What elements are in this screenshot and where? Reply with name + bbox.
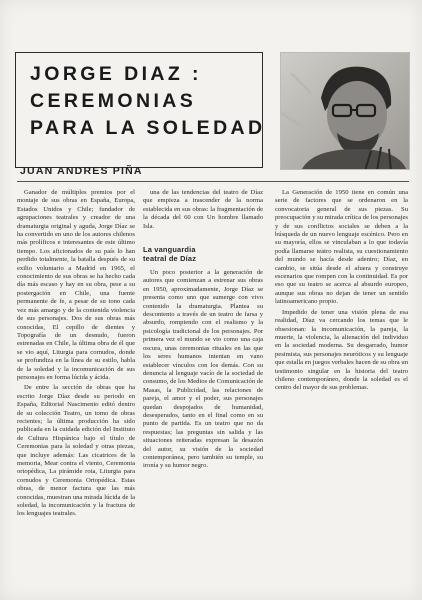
paragraph: Un poco posterior a la generación de autores que comienzan a estrenar sus obras en 1950, aproximadamente, Jorge Díaz se presenta como uno que sumerge con vivo contenido la dramaturgia. Plantea su descontento a través de un teatro de farsa y absurdo, rompiendo con el realismo y la psicología tradicional de los personajes. Por primera vez el mundo se vio como una caja oscura, unas ceremonias rituales en las que los seres humanos intentan en vano establecer vínculos con los demás. Con su denuncia al lenguaje vacío de la sociedad de consumo, de los Medios de Comunicación de Masas, la Publicidad, las relaciones de pareja, el amor y el poder, sus personajes quedan despojados de humanidad, desesperados, tanto en el final como en su punto de partida. Es un teatro que no da respuestas; las preguntas sin salida y las situaciones reiteradas expresan la desazón del autor, su visión de la sociedad contemporánea, pero también su temple, su ironía y su humor negro. (143, 269, 263, 470)
paragraph: Ganador de múltiples premios por el montaje de sus obras en España, Europa, Estados Unidos y Chile; fundador de agrupaciones teatrales y creador de una dramaturgia original y aguda, Jorge Díaz se ha convertido en uno de los autores chilenos más prolíficos e interesantes de este último tiempo. Los aficionados de su país lo han perdido totalmente, la batalla después de su exilio voluntario a Madrid en 1965, el conocimiento de sus obras se ha hecho cada día más escaso y hay en su obra, pese a su postergación en Chile, una fuente permanente de fe, a pesar de su tono cada vez más amargo y de la contenida violencia de sus personajes. Dos de sus obras más conocidas, El cepillo de dientes y Topografía de un desnudo, fueron estrenadas en Chile, la última obra de él que se vio aquí, Liturgia para cornudos, donde se profundiza en la línea de su estilo, habla de la soledad y la incomunicación de sus personajes en forma lúcida y ácida. (17, 189, 135, 381)
paragraph: una de las tendencias del teatro de Díaz que empieza a trascender de la norma establecida en sus obras: la fragmentación de la década del 60 con Un hombre llamado Isla. (143, 189, 263, 230)
subheading-line-2: teatral de Díaz (143, 254, 197, 264)
portrait-image (281, 53, 410, 170)
text-column-1 (17, 189, 135, 591)
article-title (30, 61, 266, 142)
author-byline: JUAN ANDRES PIÑA (20, 165, 143, 177)
text-column-3 (275, 189, 408, 591)
title-line-1: JORGE DIAZ : (30, 63, 202, 85)
paragraph: La Generación de 1950 tiene en común una serie de factores que se ordenaron en la convocatoria general de sus piezas. Su preocupación y su mirada crítica de los personajes y de sus conflictos sociales se deben a la búsqueda de un nuevo lenguaje escénico. Pero en su mayoría, ellos se vinculaban a lo que todavía podía llamarse teatro realista, su cuestionamiento del mundo se hacía desde adentro; Díaz, en cambio, se sitúa desde el afuera y construye escenarios que rompen con la continuidad. Es por eso que su teatro se acerca al absurdo europeo, aunque sus obras no dejan de tener un sentido latinoamericano propio. (275, 189, 408, 306)
paragraph: De entre la sección de obras que ha escrito Jorge Díaz desde su periodo en España, Editorial Nascimento editó dentro de su colección Teatro, un tomo de obras recientes; la última producción ha sido publicada en la cuidada edición del Instituto de Cultura Hispánica bajo el título de Ceremonias para la soledad y otras piezas, que incluye además: Las cicatrices de la memoria, Mear contra el viento, Ceremonia ortopédica, La pirámide rota, Liturgia para cornudos y Ceremonia Ortopédica. Estas obras, de menor factura que las más conocidas, muestran una mirada lúcida de la soledad, la incomunicación y la fractura de los lenguajes teatrales. (17, 384, 135, 518)
title-line-3: PARA LA SOLEDAD (30, 117, 266, 139)
section-subheading (143, 245, 263, 263)
subheading-line-1: La vanguardia (143, 245, 196, 255)
title-line-2: CEREMONIAS (30, 90, 197, 112)
text-column-2 (143, 189, 263, 591)
author-portrait-photo (280, 52, 410, 170)
title-box (15, 52, 266, 168)
paragraph: Impedido de tener una visión plena de esa realidad, Díaz va cercando los temas que le obsesionan: la incomunicación, la pareja, la muerte, la violencia, la alienación del individuo en la sociedad moderna. Su desgarrado, humor pesimista, sus personajes neuróticos y su lenguaje que estalla en juegos verbales hacen de su obra un testimonio singular en la historia del teatro chileno contemporáneo, donde la soledad es el centro del mayor de sus problemas. (275, 308, 408, 392)
divider-rule (17, 181, 409, 182)
